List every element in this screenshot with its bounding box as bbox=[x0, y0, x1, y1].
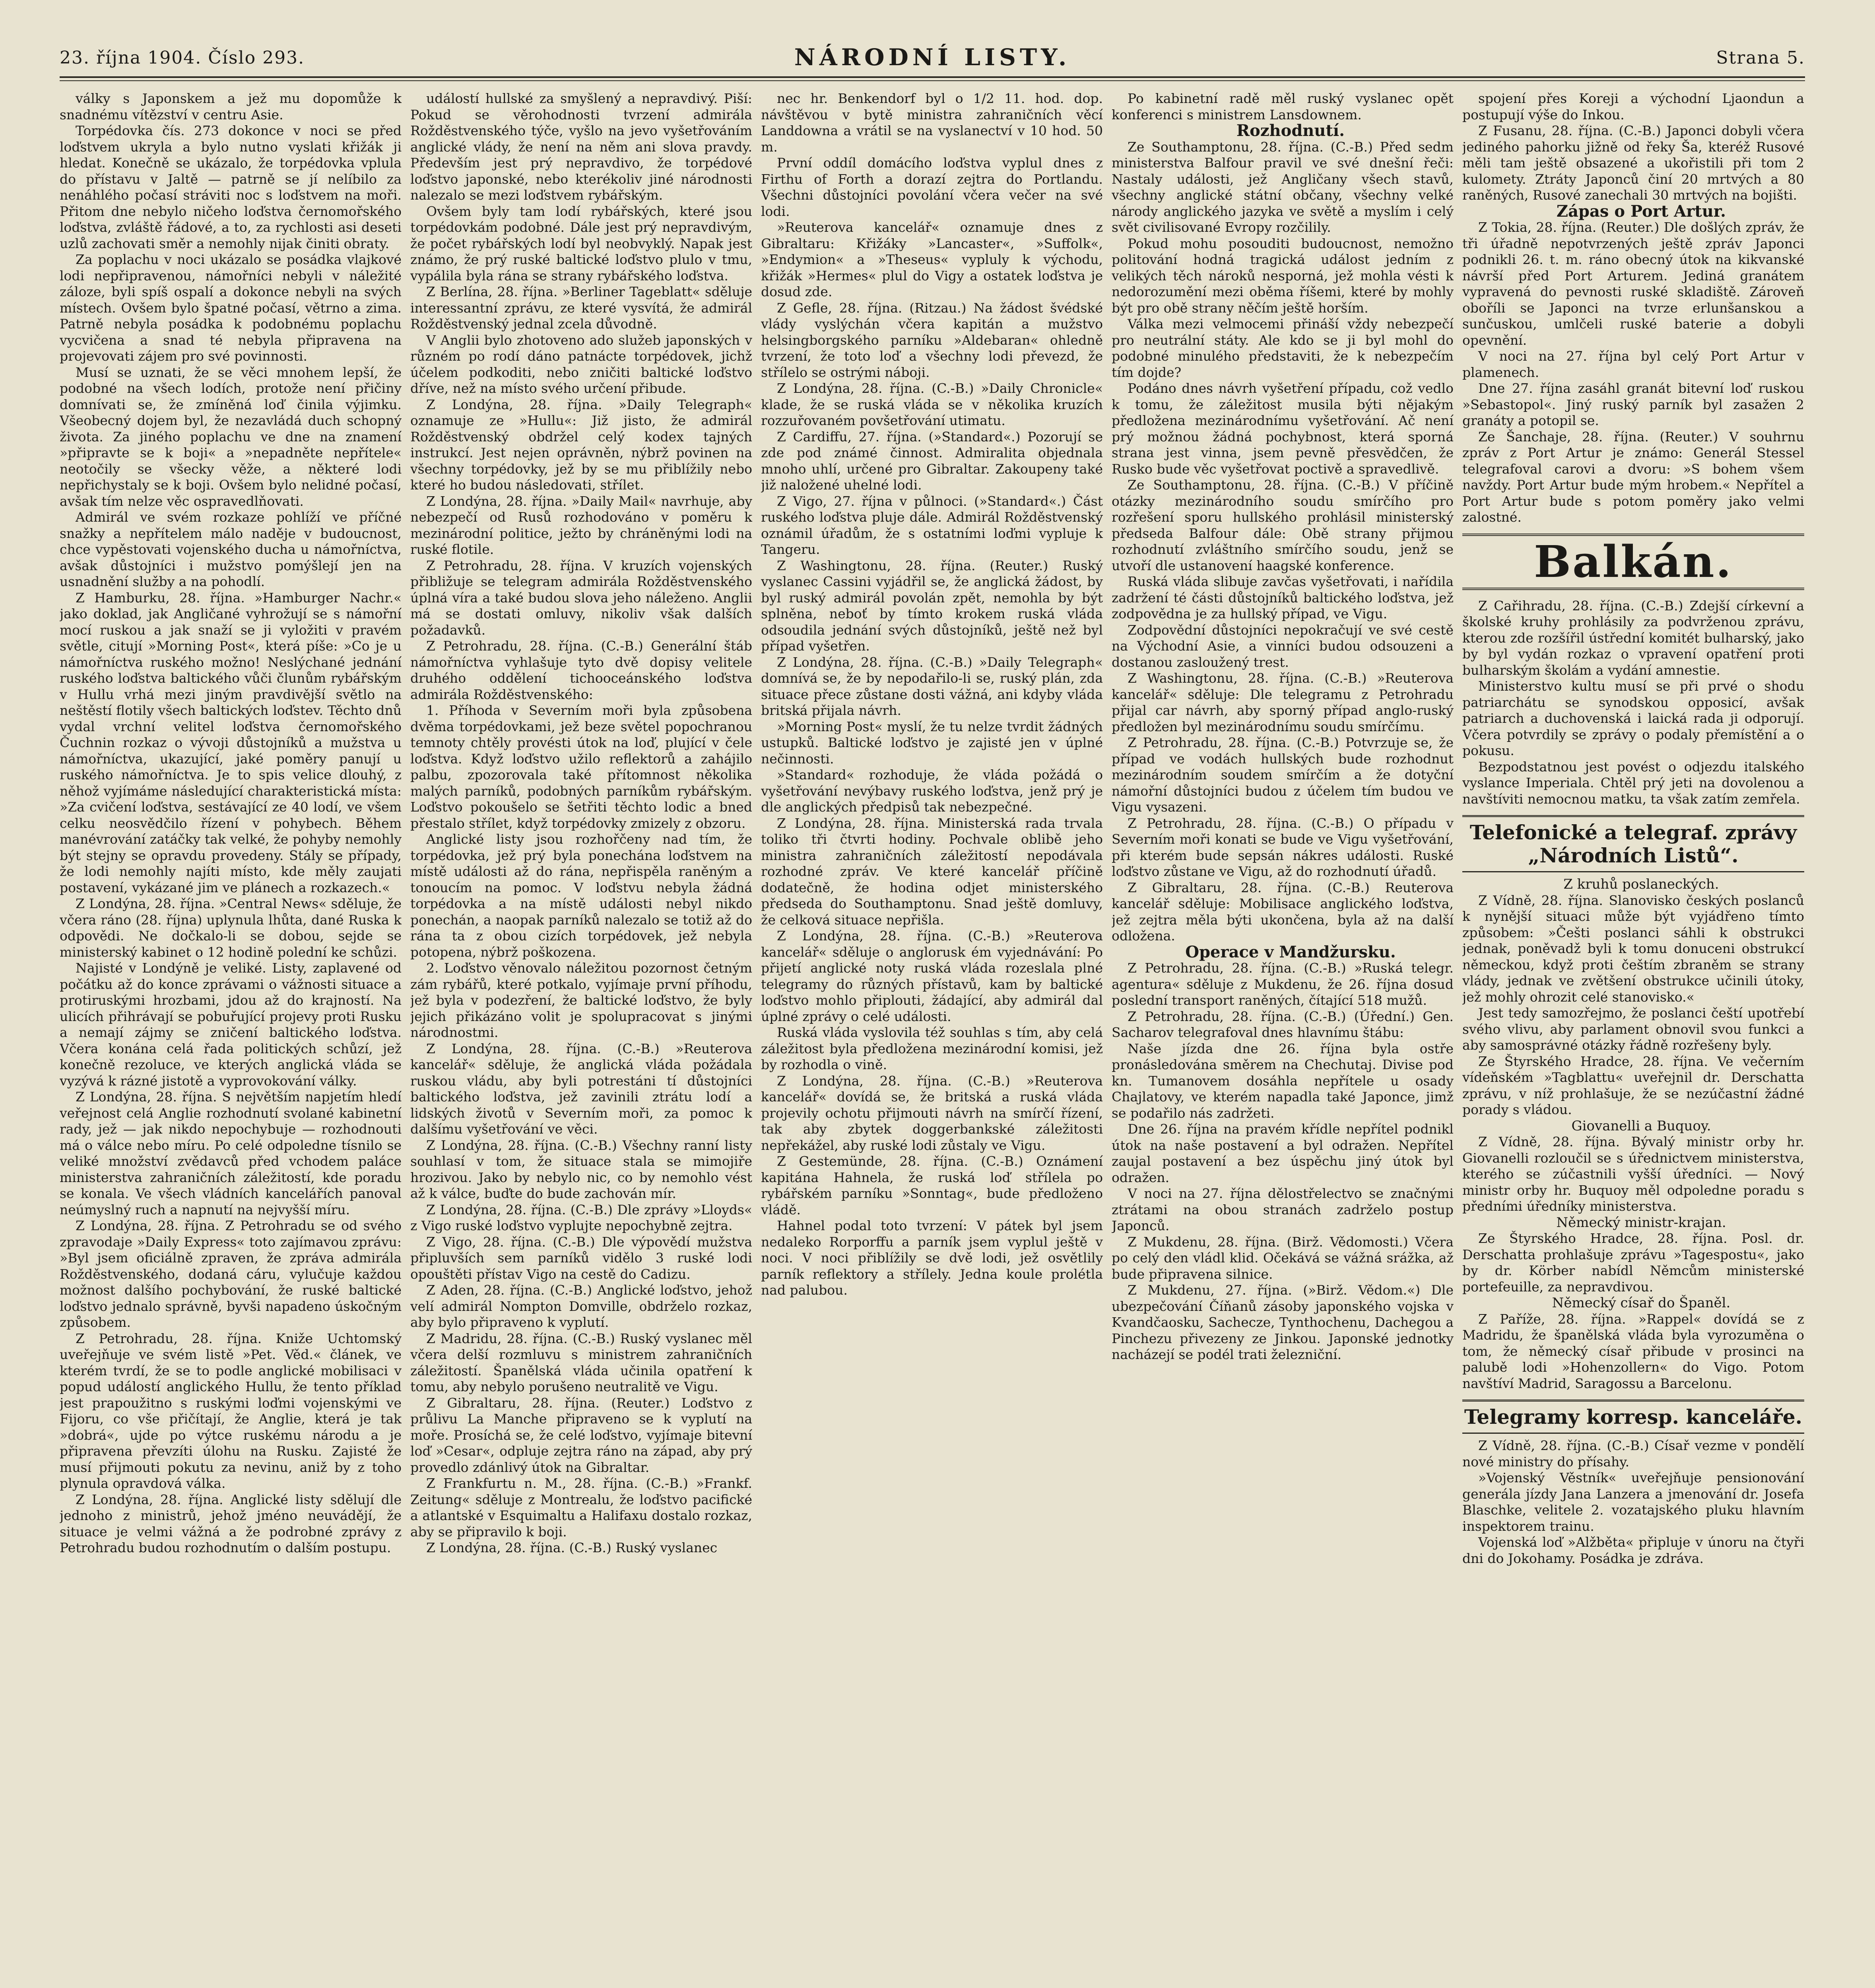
subheading: Z kruhů poslaneckých. bbox=[1563, 876, 1719, 892]
section-heading: Operace v Mandžursku. bbox=[1185, 942, 1396, 961]
paragraph: Po kabinetní radě měl ruský vyslanec opět konferenci s ministrem Lansdownem. bbox=[1112, 91, 1454, 122]
paragraph: »Standard« rozhoduje, že vláda požádá o vyšetřování nevýbavy ruského loďstva, jenž prý je dle anglických předpisů tak nebezpečné. bbox=[761, 767, 1103, 815]
paragraph: Ruská vláda slibuje zavčas vyšetřovati, i nařídila zadržení té části důstojníků baltického loďstva, jež zodpovědna je za hullský případ, ve Vigu. bbox=[1112, 574, 1454, 621]
paragraph: Z Londýna, 28. října. (C.-B.) »Reuterova kancelář« sděluje, že anglická vláda požádala ruskou vládu, aby byli potrestáni tí důstojníci baltického loďstva, jež zavinili ztrátu lodí a lidských životů v Severním moři, za pomoc k dalšímu vyšetřování ve věci. bbox=[410, 1041, 752, 1137]
paragraph: Z Cařihradu, 28. října. (C.-B.) Zdejší církevní a školské kruhy prohlásily za podvrženou zprávu, kterou zde rozšířil ústřední komitét bulharský, jako by byl vydán rozkaz o vpravení opatření proti bulharským školám a vydání amnestie. bbox=[1462, 598, 1804, 678]
paragraph: Z Londýna, 28. října. »Daily Mail« navrhuje, aby nebezpečí od Rusů rozhodováno v poměru k mezinárodní politice, ježto by chráněnými lodi na ruské flotile. bbox=[410, 493, 752, 557]
paragraph: Ze Southamptonu, 28. října. (C.-B.) Před sedm ministerstva Balfour pravil ve své dnešní řeči: Nastaly události, jež Angličany všech stavů, všechny anglické státní občany, všechny velké národy anglického jazyka ve světě a myslím i celý svět civilisované Evropy rozčilily. bbox=[1112, 139, 1454, 235]
columns bbox=[60, 91, 1805, 1988]
paragraph: Z Washingtonu, 28. října. (Reuter.) Ruský vyslanec Cassini vyjádřil se, že anglická žádost, by byl ruský admirál povolán zpět, nemohla by být splněna, neboť by tímto krokem ruská vláda odsoudila jednání svých důstojníků, ještě než byl případ vyšetřen. bbox=[761, 557, 1103, 654]
paragraph: Válka mezi velmocemi přináší vždy nebezpečí pro neutrální státy. Ale kdo se ji byl mohl do podobné minulého představiti, že k nebezpečím tím dojde? bbox=[1112, 316, 1454, 380]
paragraph: Anglické listy jsou rozhořčeny nad tím, že torpédovka, jež prý byla ponechána loďstvem na místě události až do rána, nepřispěla raněným a tonoucím na pomoc. V loďstvu nebyla žádná torpédovka a na místě události nebyl nikdo ponechán, a naopak parníků nalezalo se totiž až do rána ta z obou cizích torpédovek, jež nebyla potopena, nýbrž poškozena. bbox=[410, 831, 752, 960]
column-2 bbox=[410, 91, 752, 1988]
paragraph: Z Fusanu, 28. října. (C.-B.) Japonci dobyli včera jediného pahorku jižně od řeky Ša, kteréž Rusové měli tam ještě obsazené a ukořistili při tom 2 kulomety. Ztráty Japonců činí 20 mrtvých a 80 raněných, Rusové zanechali 30 mrtvých na bojišti. bbox=[1462, 123, 1804, 203]
paragraph: Ministerstvo kultu musí se při prvé o shodu patriarchátu se synodskou opposicí, avšak patriarch a duchovenská i laická rada ji odporují. Včera potvrdily se zprávy o podaly přemístění a o pokusu. bbox=[1462, 678, 1804, 758]
page-header bbox=[60, 44, 1805, 72]
paragraph: Ruská vláda vyslovila též souhlas s tím, aby celá záležitost byla předložena mezinárodní komisi, jež by rozhodla o vině. bbox=[761, 1025, 1103, 1072]
paragraph: Z Vídně, 28. října. Bývalý ministr orby hr. Giovanelli rozloučil se s úřednictvem ministerstva, kterého se zúčastnili vyšší úředníci. — Nový ministr orby hr. Buquoy měl odpoledne poradu s předními úředníky ministerstva. bbox=[1462, 1134, 1804, 1214]
paragraph: Jest tedy samozřejmo, že poslanci čeští upotřebí svého vlivu, aby parlament obnovil svou funkci a aby samosprávné otázky řádně rozřešeny byly. bbox=[1462, 1005, 1804, 1053]
paragraph: Dne 27. října zasáhl granát bitevní loď ruskou »Sebastopol«. Jiný ruský parník byl zasažen 2 granáty a potopil se. bbox=[1462, 381, 1804, 428]
paragraph: Dne 26. října na pravém křídle nepřítel podnikl útok na naše postavení a byl odražen. Nepřítel zaujal postavení a bez úspěchu jiný útok byl odražen. bbox=[1112, 1121, 1454, 1185]
paragraph: Z Londýna, 28. října. (C.-B.) »Reuterova kancelář« dovídá se, že britská a ruská vláda projevily ochotu přijmouti návrh na smírčí řízení, tak aby zbytek doggerbankské záležitosti nepřekážel, aby ruské lodi zůstaly ve Vigu. bbox=[761, 1073, 1103, 1153]
paragraph: Z Londýna, 28. října. (C.-B.) Dle zprávy »Lloyds« z Vigo ruské loďstvo vyplujte nepochybně zejtra. bbox=[410, 1202, 752, 1233]
section-heading: Zápas o Port Artur. bbox=[1556, 202, 1726, 221]
telephone-news-heading: Telefonické a telegraf. zprávy „Národních Listů“. bbox=[1462, 815, 1804, 872]
subheading: Giovanelli a Buquoy. bbox=[1571, 1118, 1711, 1134]
paragraph: Z Frankfurtu n. M., 28. října. (C.-B.) »Frankf. Zeitung« sděluje z Montrealu, že loďstvo pacifické a atlantské v Esquimaltu a Halifaxu dostalo rozkaz, aby se připravilo k boji. bbox=[410, 1475, 752, 1540]
paragraph: 1. Příhoda v Severním moři byla způsobena dvěma torpédovkami, jež beze světel popochranou temnoty chtěly provésti útok na loď, plující v čele loďstva. Když loďstvo užilo reflektorů a zahájilo palbu, zpozorovala také přítomnost několika malých parníků, podobných parníkům rybářským. Loďstvo pokoušelo se šetřiti těchto lodic a bned přestalo střílet, když torpédovky zmizely z obzoru. bbox=[410, 703, 752, 831]
paragraph: Hahnel podal toto tvrzení: V pátek byl jsem nedaleko Rorporffu a parník jsem vyplul ještě v noci. V noci přiblížily se dvě lodi, jež osvětlily parník reflektory a střílely. Jedna koule prolétla nad palubou. bbox=[761, 1218, 1103, 1298]
paragraph: Zodpovědní důstojníci nepokračují ve své cestě na Východní Asie, a vinníci budou odsouzeni a dostanou zasloužený trest. bbox=[1112, 622, 1454, 670]
paragraph: spojení přes Koreji a východní Ljaondun a postupují výše do Inkou. bbox=[1462, 91, 1804, 122]
paragraph: V noci na 27. října byl celý Port Artur v plamenech. bbox=[1462, 348, 1804, 380]
paragraph: Z Madridu, 28. října. (C.-B.) Ruský vyslanec měl včera delší rozmluvu s ministrem zahraničních záležitostí. Španělská vláda učinila opatření k tomu, aby nebylo porušeno neutralitě ve Vigu. bbox=[410, 1330, 752, 1394]
paragraph: Z Petrohradu, 28. října. (C.-B.) (Úřední.) Gen. Sacharov telegrafoval dnes hlavnímu štábu: bbox=[1112, 1008, 1454, 1040]
column-4 bbox=[1112, 91, 1454, 1988]
paragraph: Z Tokia, 28. října. (Reuter.) Dle došlých zpráv, že tři úřadně nepotvrzených ještě zpráv Japonci podnikli 26. t. m. ráno obecný útok na kikvanské návrší před Port Arturem. Jediná granátem vypravená do pevnosti ruské skladiště. Zároveň oboříli se Japonci na tvrze erlunšanskou a sunčuskou, umlčeli ruské baterie a dobyli opevnění. bbox=[1462, 219, 1804, 348]
paragraph: Z Mukdenu, 27. října. (»Birž. Vědom.«) Dle ubezpečování Číňanů zásoby japonského vojska v Kvandčaosku, Sachecze, Tynthochenu, Dachegou a Pinchezu přivezeny ze Jinkou. Japonské jednotky nacházejí se podél trati železniční. bbox=[1112, 1282, 1454, 1362]
paragraph: Z Vídně, 28. října. Slanovisko českých poslanců k nynější situaci může být vyjádřeno tímto způsobem: »Češti poslanci sáhli k obstrukci jednak, poněvadž byli k tomu donuceni obstrukcí německou, když proti češtím zbraněm se strany vlády, jednak ve zvětšení obstrukce učinili útoky, jež mohly ohrozit celé stanovisko.« bbox=[1462, 892, 1804, 1005]
paragraph: nec hr. Benkendorf byl o 1/2 11. hod. dop. návštěvou v bytě ministra zahraničních věcí Landdowna a vrátil se na vyslanectví v 10 hod. 50 m. bbox=[761, 91, 1103, 155]
subheading: Německý ministr-krajan. bbox=[1556, 1214, 1726, 1231]
paragraph: »Morning Post« myslí, že tu nelze tvrdit žádných ustupků. Baltické loďstvo je zajisté jen v úplné nečinnosti. bbox=[761, 718, 1103, 767]
paragraph: V noci na 27. října dělostřelectvo se značnými ztrátami na obou stranách zadrželo postup Japonců. bbox=[1112, 1186, 1454, 1233]
paragraph: Z Vídně, 28. října. (C.-B.) Císař vezme v pondělí nové ministry do přísahy. bbox=[1462, 1438, 1804, 1470]
masthead: NÁRODNÍ LISTY. bbox=[794, 44, 1071, 71]
paragraph: Z Londýna, 28. října. Ministerská rada trvala toliko tři čtvrti hodiny. Pochvale oblibě jeho ministra zahraničních záležitostí nepodávala rozhodné zpráv. Ve které kancelář příčině dodatečně, že hodina odjet ministerského předseda do Southamptonu. Snad ještě domluvy, že celková situace nepřišla. bbox=[761, 815, 1103, 928]
paragraph: Z Londýna, 28. října. (C.-B.) »Daily Telegraph« domnívá se, že by nepodařilo-li se, ruský plán, zda situace přece zůstane dosti vážná, ani kdyby vláda britská přijala návrh. bbox=[761, 654, 1103, 718]
column-5 bbox=[1462, 91, 1804, 1988]
paragraph: Z Londýna, 28. října. »Central News« sděluje, že včera ráno (28. října) uplynula lhůta, dané Ruska k odpovědi. Ne dočkalo-li se dobou, sejde se ministerský kabinet o 12 hodině polední ke schůzi. bbox=[60, 896, 402, 960]
paragraph: Z Vigo, 27. října v půlnoci. (»Standard«.) Část ruského loďstva pluje dále. Admirál Rožděstvenský oznámil úřadům, že s ostatními loďmi vypluje k Tangeru. bbox=[761, 493, 1103, 557]
paragraph: Z Londýna, 28. října. »Daily Telegraph« oznamuje ze »Hullu«: Již jisto, že admirál Rožděstvenský obdržel celý kodex tajných instrukcí. Jest nejen oprávněn, nýbrž povinen na všechny torpédovky, jež by se mu přiblížily nebo které ho budou následovati, střílet. bbox=[410, 396, 752, 493]
paragraph: »Vojenský Věstník« uveřejňuje pensionování generála jízdy Jana Lanzera a jmenování dr. Josefa Blaschke, velitele 2. vozatajského pluku hlavním inspektorem trainu. bbox=[1462, 1470, 1804, 1534]
paragraph: Z Londýna, 28. října. Z Petrohradu se od svého zpravodaje »Daily Express« toto zajímavou zprávu: »Byl jsem oficiálně zpraven, že zpráva admirála Rožděstvenského, dodaná cáru, vylučuje každou možnost dalšího pochybování, že ruské baltické loďstvo jednalo správně, byvši napadeno úskočným způsobem. bbox=[60, 1218, 402, 1330]
paragraph: Z Petrohradu, 28. října. Kniže Uchtomský uveřejňuje ve svém listě »Pet. Věd.« článek, ve kterém tvrdí, že se to podle anglické mobilisaci v popud událostí anglického Hullu, že tento příklad jest prapoužitno s ruskými loďmi vojenskými ve Fijoru, co vše přičítají, že Anglie, která je tak »dobrá«, ujde po výtce ruskému národu a je připravena převzíti úlohu na Rusku. Zajisté že musí přijmouti pokutu za nevinu, aniž by z toho plynula opravdová válka. bbox=[60, 1330, 402, 1491]
paragraph: Z Washingtonu, 28. října. (C.-B.) »Reuterova kancelář« sděluje: Dle telegramu z Petrohradu přijal car návrh, aby sporný případ anglo-ruský předložen byl mezinárodnímu soudu smírčímu. bbox=[1112, 670, 1454, 734]
paragraph: »Reuterova kancelář« oznamuje dnes z Gibraltaru: Křižáky »Lancaster«, »Suffolk«, »Endymion« a »Theseus« vypluly k východu, křižák »Hermes« plul do Vigy a ostatek loďstva je dosud zde. bbox=[761, 219, 1103, 299]
paragraph: Ze Šanchaje, 28. října. (Reuter.) V souhrnu zpráv z Port Artur je známo: Generál Stessel telegrafoval carovi a dvoru: »S bohem všem navždy. Port Artur bude mým hrobem.« Nepřítel a Port Artur bude s potom poměry jako velmi zalostné. bbox=[1462, 429, 1804, 525]
paragraph: Musí se uznati, že se věci mnohem lepší, že podobné na všech lodích, protože není přičiny domnívati se, že zmíněná loď činila výjimku. Všeobecný dojem byl, že nezavládá duch schopný života. Za jiného poplachu ve dne na znamení »připravte se k boji« a »nepadněte nepřítele« neotočily se všecky věže, a některé lodi nepřichystaly se k boji. Ovšem bylo nelidné počasí, avšak tím nelze věc ospravedlňovati. bbox=[60, 364, 402, 509]
paragraph: Z Hamburku, 28. října. »Hamburger Nachr.« jako doklad, jak Angličané vyhrožují se s námořní mocí ruskou a jak snaží se ji vyložiti v pravém světle, citují »Morning Post«, která píše: »Co je u námořníctva ruského možno! Neslýchané jednání ruského loďstva baltického vůči člunům rybářským v Hullu vrhá mezi jiným pravdivější světlo na neštěstí flotily všech baltických loďstev. Těchto dnů vydal vrchní velitel loďstva černomořského Čuchnin rozkaz o vývoji důstojníků a mužstva u námořníctva, ukazující, jaké poměry panují u ruského námořníctva. Je to spis velice dlouhý, z něhož vyjímáme následující charakteristická místa: »Za cvičení loďstva, sestávající ze 40 lodí, ve všem celku neosvědčilo řízení v pohybech. Během manévrování zatáčky tak velké, že pohyby nemohly být stejny se opravdu provedeny. Stály se případy, že lodi nemohly najíti místo, kde měly zaujati postavení, vykázané jim ve plánech a rozkazech.« bbox=[60, 590, 402, 895]
paragraph: Z Gibraltaru, 28. října. (C.-B.) Reuterova kancelář sděluje: Mobilisace anglického loďstva, jež zejtra měla býti ukončena, byla až na další odložena. bbox=[1112, 879, 1454, 944]
header-rule bbox=[60, 76, 1805, 78]
paragraph: Z Mukdenu, 28. října. (Birž. Vědomosti.) Včera po celý den vládl klid. Očekává se vážná srážka, až bude připravena silnice. bbox=[1112, 1234, 1454, 1282]
paragraph: Z Gefle, 28. října. (Ritzau.) Na žádost švédské vlády vyslýchán včera kapitán a mužstvo helsingborgského parníku »Aldebaran« ohledně tvrzení, že toto loď a všechny lodi převezd, že střílelo se ostrými náboji. bbox=[761, 300, 1103, 380]
paragraph: Z Petrohradu, 28. října. (C.-B.) Generální štáb námořníctva vyhlašuje tyto dvě dopisy velitele druhého oddělení tichooceánského loďstva admirála Rožděstvenského: bbox=[410, 638, 752, 702]
paragraph: Z Petrohradu, 28. října. (C.-B.) »Ruská telegr. agentura« sděluje z Mukdenu, že 26. října dosud poslední transport raněných, čítající 518 mužů. bbox=[1112, 960, 1454, 1008]
telegram-heading: Telegramy korresp. kanceláře. bbox=[1462, 1400, 1804, 1434]
paragraph: Z Gestemünde, 28. října. (C.-B.) Oznámení kapitána Hahnela, že ruská loď střílela po rybářském parníku »Sonntag«, bude předloženo vládě. bbox=[761, 1153, 1103, 1217]
paragraph: Z Berlína, 28. října. »Berliner Tageblatt« sděluje interessantní zprávu, ze které vysvítá, že admirál Rožděstvenský jednal zcela důvodně. bbox=[410, 284, 752, 332]
paragraph: Z Londýna, 28. října. (C.-B.) Všechny ranní listy souhlasí v tom, že situace stala se mimojiře hrozivou. Jako by nebylo nic, co by nemohlo vést až k válce, buďte do bude zachován mír. bbox=[410, 1137, 752, 1201]
balkan-heading: Balkán. bbox=[1462, 534, 1804, 590]
paragraph: Naše jízda dne 26. října byla ostře pronásledována směrem na Chechutaj. Divise pod kn. Tumanovem dosáhla nepřítele u osady Chajlatovy, ve kterém napadla také Japonce, jimž se podařilo nás zadržeti. bbox=[1112, 1041, 1454, 1121]
paragraph: událostí hullské za smyšlený a nepravdivý. Piší: Pokud se věrohodnosti tvrzení admirála Rožděstvenského týče, vyšlo na jevo vyšetřováním anglické vlády, že není na něm ani slova pravdy. Především jest prý nepravdivo, že torpédové loďstvo japonské, nebo kterékoliv jiné národnosti nalezalo se mezi loďstvem rybářským. bbox=[410, 91, 752, 203]
paragraph: Ze Southamptonu, 28. října. (C.-B.) V příčině otázky mezinárodního soudu smírčího pro rozřešení sporu hullského prohlásil ministerský předseda Balfour dále: Obě strany přijmou rozhodnutí zvláštního smírčího soudu, jenž se utvoří dle ustanovení haagské konference. bbox=[1112, 477, 1454, 573]
paragraph: Z Cardiffu, 27. října. (»Standard«.) Pozorují se zde pod známé činnost. Admiralita objednala mnoho uhlí, určené pro Gibraltar. Zakoupeny také již naložené uhelné lodi. bbox=[761, 429, 1103, 493]
paragraph: Bezpodstatnou jest povést o odjezdu italského vyslance Imperiala. Chtěl prý jeti na dovolenou a navštíviti nemocnou matku, ta však zatím zemřela. bbox=[1462, 759, 1804, 807]
page-number: Strana 5. bbox=[1716, 48, 1805, 68]
paragraph: Najisté v Londýně je veliké. Listy, zaplavené od počátku až do konce zprávami o vážnosti situace a protiruskými hrozbami, jdou až do krajností. Na ulicích přihrávají se pobuřující projevy proti Rusku a nemají zájmy se zničení baltického loďstva. Včera konána celá řada politických schůzí, jež konečně rezoluce, ve kterých anglická vláda se vyzývá k rázné jistotě a vyprovokování války. bbox=[60, 960, 402, 1089]
paragraph: Ze Štyrského Hradce, 28. října. Ve večerním vídeňském »Tagblattu« uveřejnil dr. Derschatta zprávu, v níž prohlašuje, že se nezúčastní žádné porady s vládou. bbox=[1462, 1053, 1804, 1117]
column-1 bbox=[60, 91, 402, 1988]
paragraph: 2. Loďstvo věnovalo náležitou pozornost četným zám rybářů, které potkalo, vyjímaje první příhodu, jež byla v podezření, že baltické loďstvo, že byly jejich přikázáno volit je spolupracovat s jinými národnostmi. bbox=[410, 960, 752, 1040]
subheading: Německý císař do Španěl. bbox=[1552, 1295, 1731, 1311]
paragraph: Z Gibraltaru, 28. října. (Reuter.) Loďstvo z průlivu La Manche připraveno se k vyplutí na moře. Prosíchá se, že celé loďstvo, vyjímaje bitevní loď »Cesar«, odpluje zejtra ráno na západ, aby prý provedlo zdánlivý útok na Gibraltar. bbox=[410, 1395, 752, 1475]
paragraph: Za poplachu v noci ukázalo se posádka vlajkové lodi nepřipravenou, námořníci nebyli v náležité záloze, byli spíš ospalí a dokonce nebyli na svých místech. Ovšem bylo špatné počasí, větrno a zima. Patrně nebyla posádka k podobnému poplachu vycvičena a snad té nebyla připravena na projevovati zájem pro své povinnosti. bbox=[60, 252, 402, 364]
paragraph: Vojenská loď »Alžběta« připluje v únoru na čtyři dni do Jokohamy. Posádka je zdráva. bbox=[1462, 1534, 1804, 1566]
paragraph: Z Petrohradu, 28. října. V kruzích vojenských přibližuje se telegram admirála Rožděstvenského úplná víra a také budou slova jeho náleženo. Anglii má se dostati omluvy, nikoliv však dalších požadavků. bbox=[410, 557, 752, 638]
newspaper-page bbox=[60, 44, 1805, 1988]
issue-date: 23. října 1904. Číslo 293. bbox=[60, 48, 305, 68]
paragraph: Ovšem byly tam lodí rybářských, které jsou torpédovkám podobné. Dále jest prý nepravdivým, že počet rybářských lodí byl neobvyklý. Napak jest známo, že prý ruské baltické loďstvo plulo v tmu, vypálila byla rána se strany rybářského loďstva. bbox=[410, 203, 752, 283]
paragraph: Z Vigo, 28. října. (C.-B.) Dle výpovědí mužstva připluvších sem parníků vidělo 3 ruské lodi opouštěti přístav Vigo na cestě do Cadizu. bbox=[410, 1234, 752, 1282]
paragraph: Admirál ve svém rozkaze pohlíží ve příčné snažky a nepřítelem málo naděje v budoucnost, chce vypěstovati vojenského ducha u námořníctva, avšak důstojníci i mužstvo pomýšlejí jen na usnadnění služby a na pohodlí. bbox=[60, 509, 402, 589]
paragraph: Z Londýna, 28. října. S největším napjetím hledí veřejnost celá Anglie rozhodnutí svolané kabinetní rady, jež — jak nikdo nepochybuje — rozhodnouti má o válce nebo míru. Po celé odpoledne tísnilo se veliké množství zvědavců před vchodem paláce ministerstva zahraničních záležitostí, kde poradu se konala. Ve všech vládních kancelářích panoval neúmyslný ruch a napnutí na nejvyšší míru. bbox=[60, 1089, 402, 1217]
paragraph: Z Londýna, 28. října. Anglické listy sdělují dle jednoho z ministrů, jehož jméno neuvádějí, že situace je velmi vážná a že podrobné zprávy z Petrohradu budou rozhodnutím o dalším postupu. bbox=[60, 1491, 402, 1555]
paragraph: Z Londýna, 28. října. (C.-B.) »Reuterova kancelář« sděluje o anglorusk ém vyjednávání: Po přijetí anglické noty ruská vláda rozeslala plné telegramy do různých přístavů, kam by baltické loďstvo mohlo připlouti, žádající, aby admirál dal úplné zprávy o celé události. bbox=[761, 928, 1103, 1024]
section-heading: Rozhodnutí. bbox=[1236, 121, 1345, 140]
paragraph: Z Paříže, 28. října. »Rappel« dovídá se z Madridu, že španělská vláda byla vyrozuměna o tom, že německý císař přibude v prosinci na palubě lodi »Hohenzollern« do Vigo. Potom navštíví Madrid, Saragossu a Barcelonu. bbox=[1462, 1311, 1804, 1391]
paragraph: První oddíl domácího loďstva vyplul dnes z Firthu of Forth a dorazí zejtra do Portlandu. Všechni důstojníci povolání včera večer na své lodi. bbox=[761, 155, 1103, 219]
paragraph: války s Japonskem a jež mu dopomůže k snadnému vítězství v centru Asie. bbox=[60, 91, 402, 122]
paragraph: Z Petrohradu, 28. října. (C.-B.) Potvrzuje se, že případ ve vodách hullských bude rozhodnut mezinárodním soudem smírčím a že dotyční námořní důstojníci budou z účelem tím budou ve Vigu vysazeni. bbox=[1112, 735, 1454, 815]
paragraph: Z Aden, 28. října. (C.-B.) Anglické loďstvo, jehož velí admirál Nompton Domville, obdrželo rozkaz, aby bylo připraveno k vyplutí. bbox=[410, 1282, 752, 1330]
paragraph: V Anglii bylo zhotoveno ado služeb japonských v různém po rodí dáno patnácte torpédovek, jichž účelem podkoditi, nebo zničiti baltické loďstvo dříve, než na místo svého určení přibude. bbox=[410, 332, 752, 396]
paragraph: Ze Štyrského Hradce, 28. října. Posl. dr. Derschatta prohlašuje zprávu »Tagespostu«, jako by dr. Körber nabídl Němcům ministerské portefeuille, za nepravdivou. bbox=[1462, 1231, 1804, 1295]
header-rule-thin bbox=[60, 80, 1805, 81]
paragraph: Z Londýna, 28. října. (C.-B.) Ruský vyslanec bbox=[426, 1540, 718, 1555]
column-3 bbox=[761, 91, 1103, 1988]
paragraph: Z Londýna, 28. října. (C.-B.) »Daily Chronicle« klade, že se ruská vláda se v několika kruzích rozzuřovaném povšetřování utimatu. bbox=[761, 381, 1103, 428]
paragraph: Pokud mohu posouditi budoucnost, nemožno politování hodná tragická událost jedním z velikých těch nároků nesporná, jež mohla vésti k nedorozumění mezi oběma říšemi, které by mohly být pro obě strany něčím ještě horším. bbox=[1112, 235, 1454, 316]
paragraph: Z Petrohradu, 28. října. (C.-B.) O případu v Severním moři konati se bude ve Vigu vyšetřování, při kterém bude sepsán nákres události. Ruské loďstvo zůstane ve Vigu, až do rozhodnutí úřadů. bbox=[1112, 815, 1454, 879]
paragraph: Podáno dnes návrh vyšetření případu, což vedlo k tomu, že záležitost musila býti nějakým předložena mezinárodnímu vyšetřování. Ač není prý možnou žádná pochybnost, která sporná strana jest vinna, jsem pevně přesvědčen, že Rusko bude věc vyšetřovat poctivě a spravedlivě. bbox=[1112, 381, 1454, 477]
paragraph: Torpédovka čís. 273 dokonce v noci se před loďstvem ukryla a bylo nutno vyslati křižák ji hledat. Konečně se ukázalo, že torpédovka vplula do přístavu v Jaltě — patrně se jí nelíbilo za nenáhlého počasí stráviti noc s loďstvem na moři. Přitom dne nebylo ničeho loďstva černomořského loďstva, zvláště řádové, a to, za rychlosti asi deseti uzlů zachovati směr a nemohly nijak činiti obraty. bbox=[60, 123, 402, 251]
